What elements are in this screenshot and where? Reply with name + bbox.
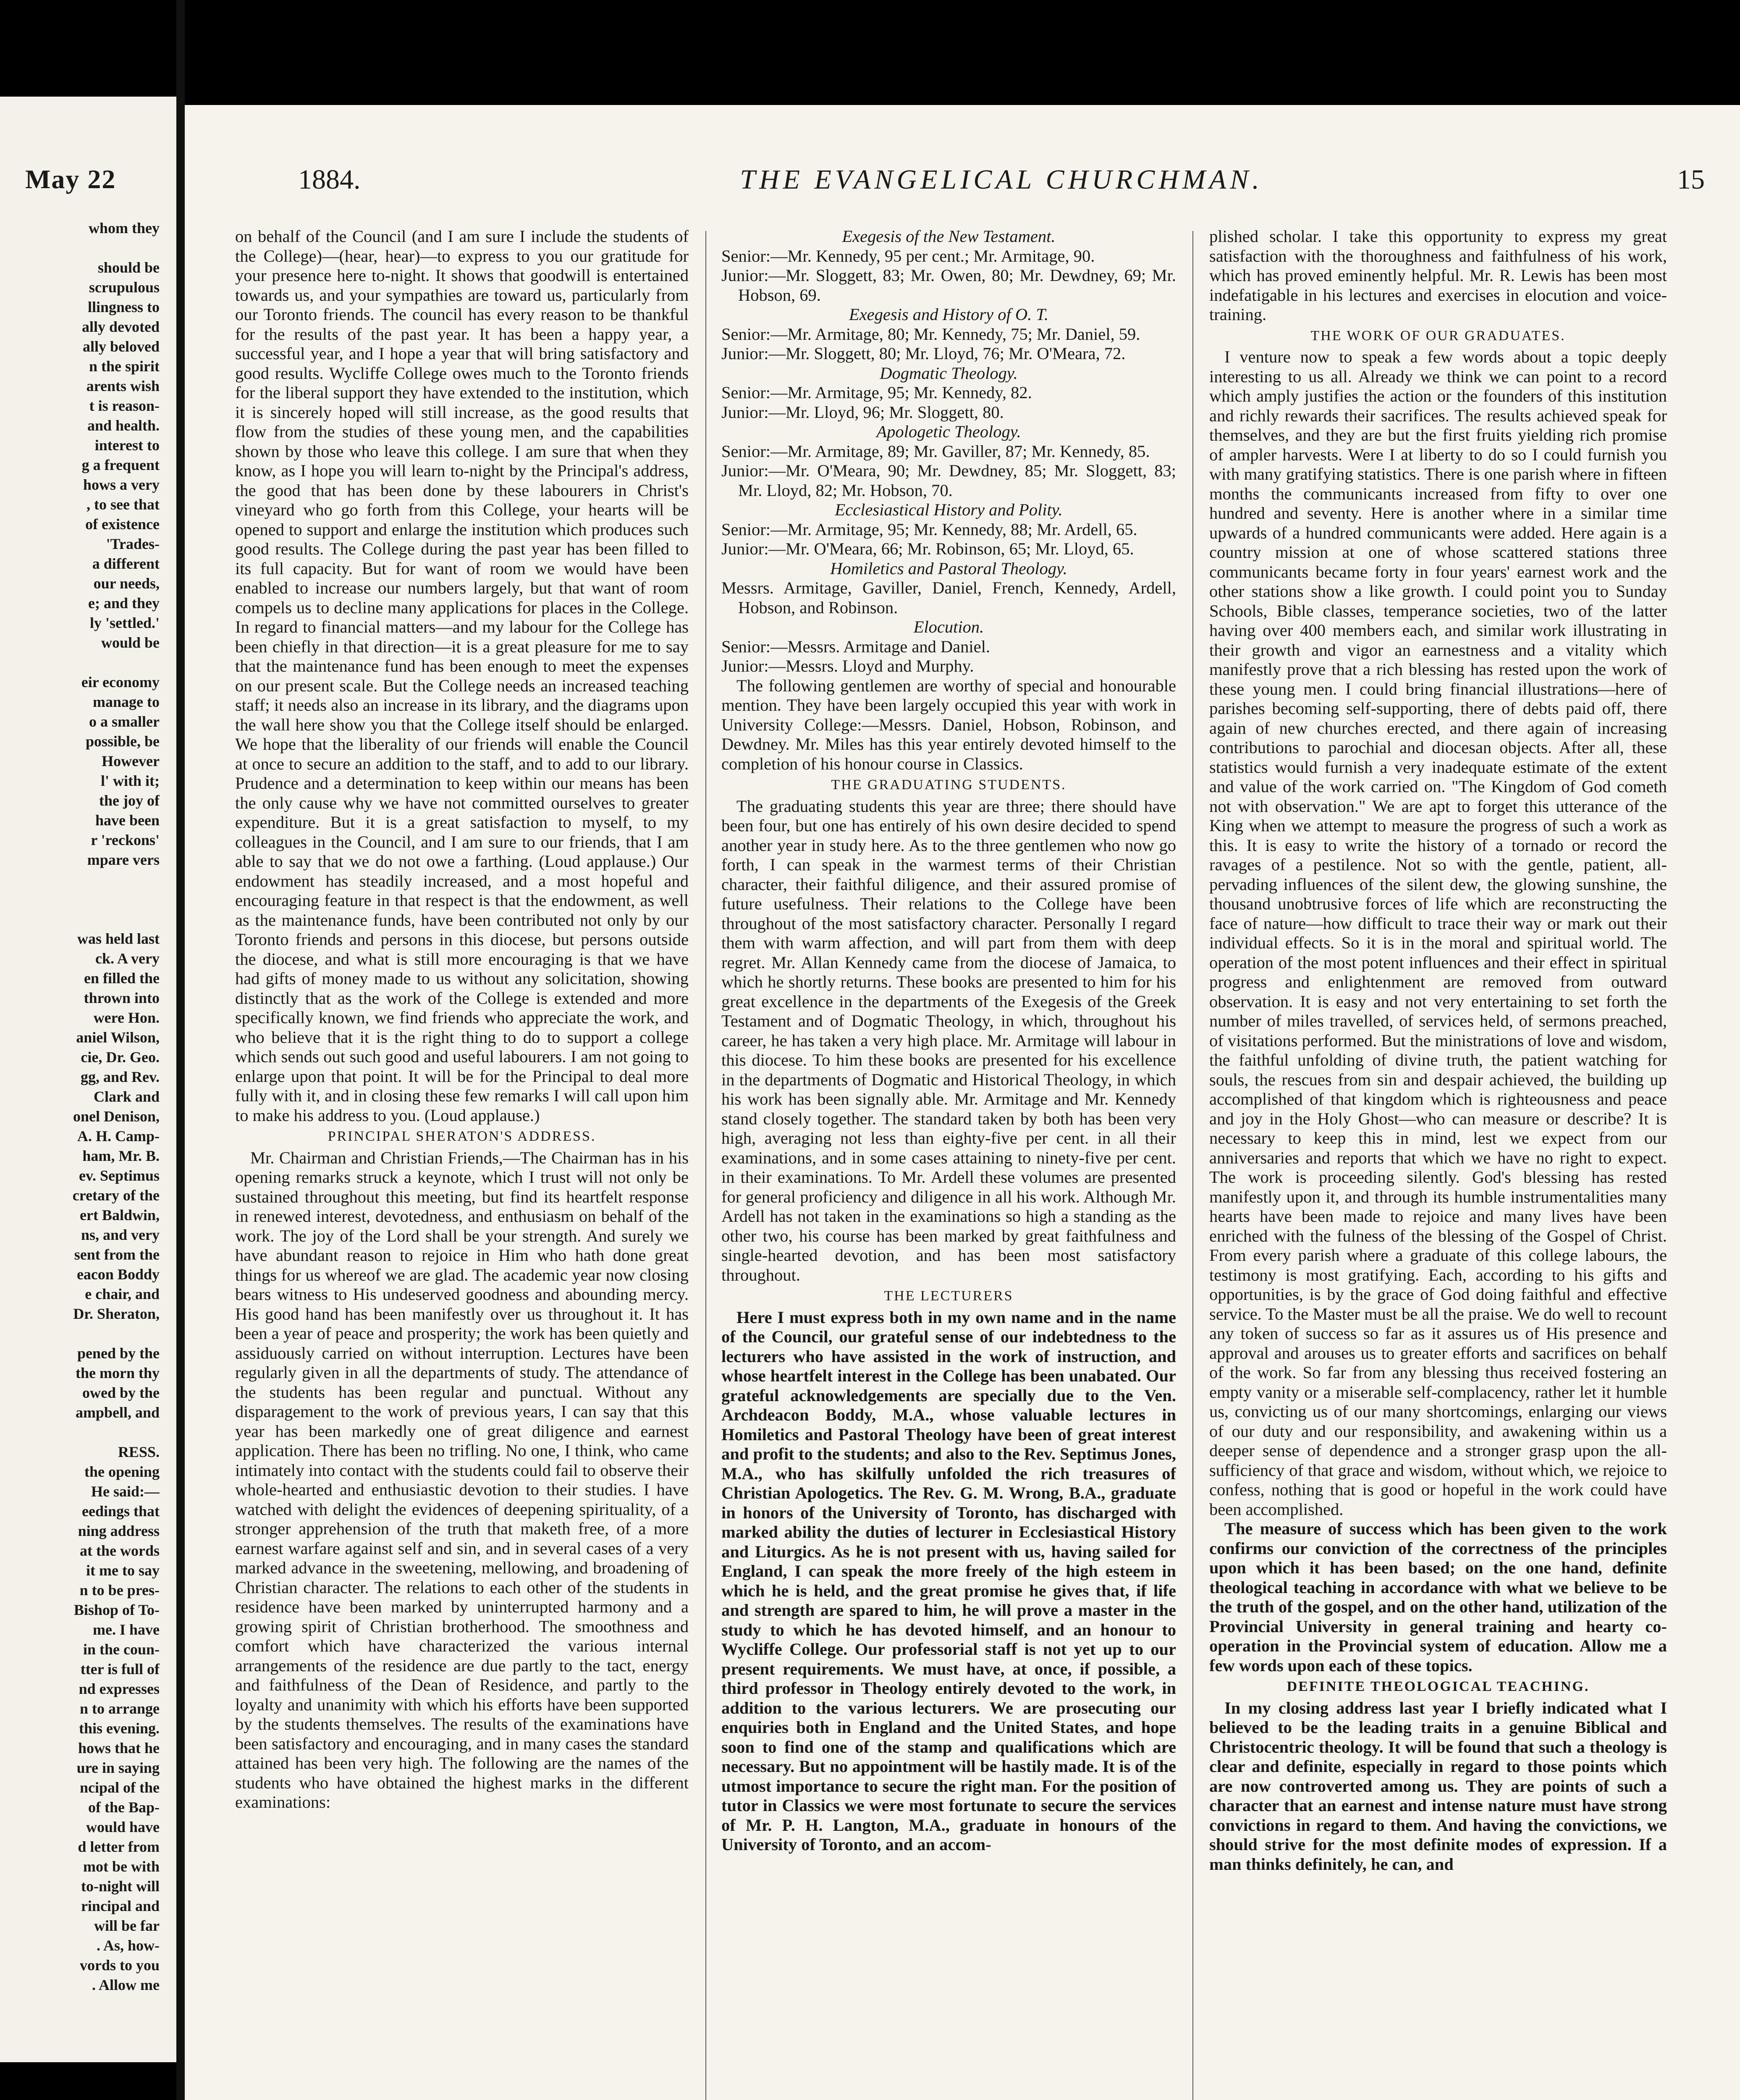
paragraph: plished scholar. I take this opportunity to express my great satisfaction with the thoroughness and faithfulness of his work, which has proved eminently helpful. Mr. R. Lewis has been most indefatigable in his lectures and exercises in elocution and voice-training. bbox=[1209, 227, 1667, 324]
facing-page-line: would be bbox=[101, 634, 160, 651]
exam-result: Senior:—Mr. Kennedy, 95 per cent.; Mr. Armitage, 90. bbox=[721, 246, 1095, 265]
facing-page-text bbox=[0, 218, 160, 1995]
facing-page-line: tter is full of bbox=[80, 1661, 160, 1677]
column-rule bbox=[705, 231, 706, 2100]
exam-result: Messrs. Armitage, Gaviller, Daniel, French, Kennedy, Ardell, Hobson, and Robinson. bbox=[721, 578, 1176, 617]
facing-page-line: arents wish bbox=[86, 378, 160, 394]
facing-page-line: and health. bbox=[87, 417, 160, 434]
facing-page-line: mot be with bbox=[83, 1858, 160, 1875]
facing-page-line: ns, and very bbox=[81, 1226, 160, 1243]
exam-subject: Homiletics and Pastoral Theology. bbox=[830, 559, 1067, 578]
facing-page-header: May 22 bbox=[25, 164, 116, 194]
facing-page-line: eacon Boddy bbox=[76, 1266, 160, 1283]
facing-page-line: the opening bbox=[84, 1463, 160, 1480]
facing-page-line: ure in saying bbox=[76, 1759, 160, 1776]
facing-page-line: vords to you bbox=[79, 1957, 160, 1974]
running-head bbox=[298, 164, 1705, 202]
facing-page-line: manage to bbox=[93, 693, 160, 710]
binding-gutter bbox=[176, 0, 185, 2100]
facing-page-line: of existence bbox=[85, 516, 160, 533]
section-heading: PRINCIPAL SHERATON'S ADDRESS. bbox=[328, 1129, 596, 1144]
facing-page-line: interest to bbox=[94, 437, 160, 454]
facing-page-line: were Hon. bbox=[93, 1009, 160, 1026]
facing-page-line: ally devoted bbox=[82, 318, 160, 335]
facing-page-line: d letter from bbox=[78, 1838, 160, 1855]
facing-page-line: hows that he bbox=[78, 1740, 160, 1756]
exam-result: Junior:—Mr. Sloggett, 83; Mr. Owen, 80; Mr. Dewdney, 69; Mr. Hobson, 69. bbox=[721, 266, 1176, 304]
facing-page-line: scrupulous bbox=[89, 279, 160, 296]
paragraph: I venture now to speak a few words about a topic deeply interesting to us all. Already we think we can point to a record which amply justifies the action or the founders of this institution and richly rewards their sacrifices. The results achieved speak for themselves, and they are but the first fruits yielding rich promise of ampler harvests. Were I at liberty to do so I could furnish you with many gratifying statistics. There is one parish where in fifteen months the communicants increased from fifty to over one hundred and seventy. Here is another where in a similar time upwards of a hundred communicants were added. Here again is a country mission at one of whose scattered stations three communicants became forty in four years' earnest work and the other stations show a like growth. I could point you to Sunday Schools, Bible classes, temperance societies, two of the latter having over 400 members each, and similar work illustrating in their growth and vigor an earnestness and a vitality which manifestly prove that a rich blessing has rested upon the work of these young men. I could bring financial illustrations—here of parishes becoming self-supporting, there of debts paid off, there again of new churches erected, and there again of increasing contributions to parochial and diocesan objects. After all, these statistics would furnish a very inadequate estimate of the extent and value of the work carried on. "The Kingdom of God cometh not with observation." We are apt to forget this utterance of the King when we attempt to measure the progress of such a work as this. It is easy to write the history of a tornado or record the ravages of a pestilence. Not so with the gentle, patient, all-pervading influences of the silent dew, the glowing sunshine, the thousand unobtrusive forces of life which are reconstructing the face of nature—how difficult to trace their way or mark out their individual effects. So it is in the moral and spiritual world. The operation of the most potent influences and their effect in spiritual progress and enlightenment are removed from outward observation. It is easy and not very entertaining to set forth the number of miles travelled, of services held, of sermons preached, of visitations performed. But the ministrations of love and wisdom, the faithful unfolding of divine truth, the patient watching for souls, the rescues from sin and despair achieved, the building up accomplished of that kingdom which is righteousness and peace and joy in the Holy Ghost—who can measure or describe? It is necessary to keep this in mind, lest we expect from our anniversaries and reports that which we have no right to expect. The work is proceeding silently. God's blessing has rested manifestly upon it, and through its humble instrumentalities many hearts have been made to rejoice and many lives have been enriched with the fulness of the blessing of the Gospel of Christ. From every parish where a graduate of this college labours, the testimony is most gratifying. Each, according to his gifts and opportunities, is by the grace of God doing faithful and effective service. To the Master must be all the praise. We do well to recount any token of success so far as it assures us of His presence and approval and arouses us to greater efforts and sacrifices on behalf of the work. So far from any blessing thus received fostering an empty vanity or a miserable self-complacency, rather let it humble us, convicting us of our many shortcomings, enlarging our views of our duty and our responsibility, and awakening within us a deeper sense of dependence and a stronger grasp upon the all-sufficiency of that grace and wisdom, without which, we rejoice to confess, nothing that is good or hopeful in the work could have been accomplished. bbox=[1209, 347, 1667, 1519]
facing-page-line: mpare vers bbox=[87, 851, 160, 868]
facing-page-line: pened by the bbox=[77, 1345, 160, 1362]
exam-results bbox=[721, 227, 1176, 676]
facing-page-line: en filled the bbox=[84, 970, 160, 987]
section-heading: THE WORK OF OUR GRADUATES. bbox=[1310, 328, 1566, 344]
facing-page-line: llingness to bbox=[87, 299, 160, 315]
facing-page-line: ck. A very bbox=[95, 950, 160, 967]
facing-page-line: , to see that bbox=[86, 496, 160, 513]
exam-result: Junior:—Messrs. Lloyd and Murphy. bbox=[721, 656, 974, 675]
facing-page-line: ly 'settled.' bbox=[90, 614, 160, 631]
column-3 bbox=[1209, 227, 1667, 2100]
facing-page-line: the morn thy bbox=[76, 1365, 160, 1381]
facing-page-line: a different bbox=[92, 555, 160, 572]
facing-page-line: hows a very bbox=[83, 476, 160, 493]
facing-page-line bbox=[0, 238, 160, 258]
facing-page-line: eir economy bbox=[81, 674, 160, 690]
facing-page-line bbox=[0, 1423, 160, 1442]
exam-subject: Exegesis of the New Testament. bbox=[842, 227, 1056, 246]
paragraph: on behalf of the Council (and I am sure I include the students of the College)—(hear, hear)—to express to you our gratitude for your presence here to-night. It shows that goodwill is entertained towards us, and your sympathies are toward us, particularly from our Toronto friends. The council has every reason to be thankful for the results of the past year. It has been a happy year, a successful year, and I hope a year that will bring satisfactory and good results. Wycliffe College owes much to the Toronto friends for the liberal support they have extended to the institution, which it is sincerely hoped will still increase, as the good results that flow from the studies of these young men, and the capabilities shown by those who leave this college. I am sure that when they know, as I hope you will learn to-night by the Principal's address, the good that has been done by these labourers in Christ's vineyard who go forth from this College, your hearts will be opened to support and enlarge the institution which produces such good results. The College during the past year has been filled to its full capacity. But for want of room we would have been enabled to increase our numbers largely, but that want of room compels us to decline many applications for places in the College. In regard to financial matters—and my labour for the College has been chiefly in that direction—it is a great pleasure for me to say that the maintenance fund has been enough to meet the expenses on our present scale. But the College needs an increased teaching staff; it needs also an increase in its library, and the diagrams upon the wall here show you that the College itself should be enlarged. We hope that the liberality of our friends will enable the Council at once to secure an addition to the staff, and to add to our library. Prudence and a determination to keep within our means has been the only cause why we have not committed ourselves to greater expenditure. But it is a great satisfaction to myself, to my colleagues in the Council, and I am sure to our friends, that I am able to say that we do not owe a farthing. (Loud applause.) Our endowment has steadily increased, and a most hopeful and encouraging feature in that respect is that the endowment, as well as the maintenance funds, have been contributed not only by our Toronto friends and persons in this diocese, but persons outside the diocese, and what is still more encouraging is that we have had gifts of money made to us without any solicitation, showing distinctly that as the work of the College is extended and more specifically known, we find friends who appreciate the work, and who believe that it is the right thing to do to support a college which sends out such good and useful labourers. I am not going to enlarge upon that point. It will be for the Principal to deal more fully with it, and in closing these few remarks I will call upon him to make his address to you. (Loud applause.) bbox=[235, 227, 689, 1125]
exam-result: Senior:—Mr. Armitage, 95; Mr. Kennedy, 88; Mr. Ardell, 65. bbox=[721, 520, 1137, 539]
facing-page-line: l' with it; bbox=[101, 772, 160, 789]
facing-page-line: ev. Septimus bbox=[79, 1167, 160, 1184]
facing-page-line: r 'reckons' bbox=[91, 832, 160, 848]
facing-page-line: aniel Wilson, bbox=[76, 1029, 160, 1046]
exam-subject: Apologetic Theology. bbox=[876, 422, 1021, 441]
exam-result: Junior:—Mr. O'Meara, 66; Mr. Robinson, 65; Mr. Lloyd, 65. bbox=[721, 539, 1134, 558]
facing-page-line: was held last bbox=[77, 930, 160, 947]
facing-page-line: whom they bbox=[89, 220, 160, 236]
publication-title: THE EVANGELICAL CHURCHMAN. bbox=[740, 164, 1263, 195]
exam-result: Junior:—Mr. Sloggett, 80; Mr. Lloyd, 76; Mr. O'Meara, 72. bbox=[721, 344, 1126, 363]
exam-result: Senior:—Mr. Armitage, 89; Mr. Gaviller, 87; Mr. Kennedy, 85. bbox=[721, 441, 1150, 461]
facing-page-line: thrown into bbox=[84, 990, 160, 1006]
column-2 bbox=[721, 227, 1176, 2100]
newspaper-page bbox=[185, 105, 1740, 2100]
paragraph: Here I must express both in my own name and in the name of the Council, our grateful sense of our indebtedness to the lecturers who have assisted in the work of instruction, and whose heartfelt interest in the College has been unabated. Our grateful acknowledgements are specially due to the Ven. Archdeacon Boddy, M.A., whose valuable lectures in Homiletics and Pastoral Theology have been of great interest and profit to the students; and also to the Rev. Septimus Jones, M.A., who has skilfully unfolded the rich treasures of Christian Apologetics. The Rev. G. M. Wrong, B.A., graduate in honors of the University of Toronto, has discharged with marked ability the duties of lecturer in Ecclesiastical History and Liturgics. As he is not present with us, having sailed for England, I can speak the more freely of the high esteem in which he is held, and the great promise he gives that, if life and strength are spared to him, he will prove a master in the study to which he has devoted himself, and an honour to Wycliffe College. Our professorial staff is not yet up to our present requirements. We must have, at once, if possible, a third professor in Theology entirely devoted to the work, in addition to the various lecturers. We are prosecuting our enquiries both in England and the United States, and hope soon to find one of the stamp and qualifications which are necessary. But no appointment will be hastily made. It is of the utmost importance to secure the right man. For the position of tutor in Classics we were most fortunate to secure the services of Mr. P. H. Langton, M.A., graduate in honours of the University of Toronto, and an accom- bbox=[721, 1307, 1176, 1854]
header-year: 1884. bbox=[298, 164, 361, 195]
facing-page-line bbox=[0, 909, 160, 929]
column-1 bbox=[235, 227, 689, 2100]
facing-page-line: eedings that bbox=[81, 1503, 160, 1520]
facing-page-line bbox=[0, 870, 160, 890]
facing-page-line: owed by the bbox=[82, 1384, 160, 1401]
facing-page-line: sent from the bbox=[74, 1246, 160, 1263]
facing-page-line: cie, Dr. Geo. bbox=[81, 1049, 160, 1066]
facing-page-line: However bbox=[102, 753, 160, 769]
facing-page-line: would have bbox=[86, 1819, 160, 1835]
facing-page-line: 'Trades- bbox=[106, 536, 160, 552]
facing-page-line: will be far bbox=[94, 1917, 160, 1934]
exam-subject: Ecclesiastical History and Polity. bbox=[835, 500, 1063, 519]
facing-page-line: gg, and Rev. bbox=[80, 1068, 160, 1085]
facing-page-line: Clark and bbox=[93, 1088, 160, 1105]
facing-page-line: at the words bbox=[80, 1542, 160, 1559]
facing-page-line: of the Bap- bbox=[88, 1799, 160, 1816]
facing-page-line: t is reason- bbox=[89, 397, 160, 414]
facing-page-line bbox=[0, 653, 160, 672]
facing-page-line: possible, be bbox=[85, 733, 160, 750]
facing-page-line: . Allow me bbox=[92, 1977, 160, 1993]
paragraph: Mr. Chairman and Christian Friends,—The Chairman has in his opening remarks struck a keynote, which I trust will not only be sustained throughout this meeting, but find its heartfelt response in renewed interest, devotedness, and enthusiasm on behalf of the work. The joy of the Lord shall be your strength. And surely we have abundant reason to rejoice in Him who hath done great things for us whereof we are glad. The academic year now closing bears witness to His undeserved goodness and abounding mercy. His good hand has been manifestly over us throughout it. It has been a year of peace and prosperity; the work has been quietly and assiduously carried on without interruption. Lectures have been regularly given in all the departments of study. The attendance of the students has been regular and punctual. Without any disparagement to the work of previous years, I can say that this year has been markedly one of great diligence and earnest application. There has been no trifling. No one, I think, who came intimately into contact with the students could fail to observe their whole-hearted and enthusiastic devotion to their studies. I have watched with delight the evidences of deepening spirituality, of a stronger apprehension of the truth that maketh free, of a more earnest warfare against self and sin, and in several cases of a very marked advance in the sweetening, mellowing, and broadening of Christian character. The relations to each other of the students in residence have been marked by uninterrupted harmony and a growing spirit of Christian brotherhood. The smoothness and comfort which have characterized the various internal arrangements of the residence are due partly to the tact, energy and faithfulness of the Dean of Residence, and partly to the loyalty and unanimity with which his efforts have been supported by the students themselves. The results of the examinations have been satisfactory and encouraging, and in many cases the standard attained has been very high. The following are the names of the students who have obtained the highest marks in the different examinations: bbox=[235, 1148, 689, 1811]
facing-page-line: e; and they bbox=[88, 595, 160, 612]
exam-subject: Exegesis and History of O. T. bbox=[849, 305, 1049, 324]
facing-page-line: nd expresses bbox=[79, 1680, 160, 1697]
facing-page-line: ham, Mr. B. bbox=[82, 1147, 160, 1164]
facing-page-line: this evening. bbox=[79, 1720, 160, 1737]
facing-page-line: have been bbox=[95, 812, 160, 829]
facing-page-line: in the coun- bbox=[83, 1641, 160, 1658]
facing-page-line: ampbell, and bbox=[75, 1404, 160, 1421]
facing-page-line: He said:— bbox=[91, 1483, 160, 1500]
exam-result: Senior:—Mr. Armitage, 95; Mr. Kennedy, 82. bbox=[721, 383, 1032, 402]
facing-page-line: o a smaller bbox=[89, 713, 160, 730]
section-heading: DEFINITE THEOLOGICAL TEACHING. bbox=[1287, 1679, 1590, 1694]
facing-page-line: g a frequent bbox=[81, 457, 160, 473]
section-heading: THE GRADUATING STUDENTS. bbox=[831, 777, 1067, 793]
column-rule bbox=[1192, 231, 1193, 2100]
exam-subject: Elocution. bbox=[913, 617, 984, 636]
facing-page-line: ning address bbox=[78, 1522, 160, 1539]
exam-result: Junior:—Mr. O'Meara, 90; Mr. Dewdney, 85; Mr. Sloggett, 83; Mr. Lloyd, 82; Mr. Hobson, 70. bbox=[721, 461, 1176, 500]
exam-subject: Dogmatic Theology. bbox=[880, 363, 1018, 383]
facing-page-line: Dr. Sheraton, bbox=[73, 1305, 160, 1322]
facing-page-line: should be bbox=[97, 259, 160, 276]
facing-page-line: n the spirit bbox=[89, 358, 160, 375]
facing-page-line: cretary of the bbox=[72, 1187, 160, 1204]
facing-page-line: n to arrange bbox=[80, 1700, 160, 1717]
facing-page-line: RESS. bbox=[118, 1444, 160, 1460]
facing-page-line bbox=[0, 1324, 160, 1344]
paragraph: In my closing address last year I briefly indicated what I believed to be the leading traits in a genuine Biblical and Christocentric theology. It will be found that such a theology is clear and definite, especially in regard to those points which are now controverted among us. They are points of such a character that an earnest and intense nature must have strong convictions in regard to them. And having the convictions, we should strive for the most definite modes of expression. If a man thinks definitely, he can, and bbox=[1209, 1698, 1667, 1874]
facing-page-line: the joy of bbox=[99, 792, 160, 809]
facing-page-line bbox=[0, 890, 160, 909]
exam-result: Senior:—Messrs. Armitage and Daniel. bbox=[721, 637, 991, 656]
facing-page-line: rincipal and bbox=[81, 1898, 160, 1914]
facing-page-line: . As, how- bbox=[96, 1937, 160, 1954]
facing-page-line: me. I have bbox=[93, 1621, 160, 1638]
facing-page-line: our needs, bbox=[93, 575, 160, 592]
facing-page-line: onel Denison, bbox=[73, 1108, 160, 1125]
facing-page-line: it me to say bbox=[86, 1562, 160, 1579]
page-number: 15 bbox=[1677, 164, 1705, 195]
facing-page-line: Bishop of To- bbox=[73, 1601, 160, 1618]
facing-page-line: ally beloved bbox=[82, 338, 160, 355]
paragraph: The graduating students this year are three; there should have been four, but one has entirely of his own desire decided to spend another year in study here. As to the three gentlemen who now go forth, I can speak in the warmest terms of their Christian character, their faithful diligence, and their assured promise of future usefulness. Their relations to the College have been throughout of the most satisfactory character. Personally I regard them with warm affection, and will part from them with deep regret. Mr. Allan Kennedy came from the diocese of Jamaica, to which he shortly returns. These books are presented to him for his great excellence in the departments of the Exegesis of the Greek Testament and of Dogmatic Theology, in which, throughout his career, he has taken a very high place. Mr. Armitage will labour in this diocese. To him these books are presented for his excellence in the departments of Dogmatic and Historical Theology, in which his work has been signally able. Mr. Armitage and Mr. Kennedy stand closely together. The standard taken by both has been very high, averaging not less than eighty-five per cent. in all their examinations, and in some cases attaining to ninety-five per cent. in their examinations. To Mr. Ardell these volumes are presented for general proficiency and diligence in all his work. Although Mr. Ardell has not taken in the examinations so high a standing as the other two, his course has been marked by great faithfulness and single-hearted devotion, and has been most satisfactory throughout. bbox=[721, 796, 1176, 1284]
paragraph: The measure of success which has been given to the work confirms our conviction of the correctness of the principles upon which it has been based; on the one hand, definite theological teaching in accordance with what we believe to be the truth of the gospel, and on the other hand, utilization of the Provincial University in general training and hearty co-operation in the Provincial system of education. Allow me a few words upon each of these topics. bbox=[1209, 1519, 1667, 1675]
paragraph: The following gentlemen are worthy of special and honourable mention. They have been largely occupied this year with work in University College:—Messrs. Daniel, Hobson, Robinson, and Dewdney. Mr. Miles has this year entirely devoted himself to the completion of his honour course in Classics. bbox=[721, 676, 1176, 773]
facing-page-line: e chair, and bbox=[85, 1286, 160, 1302]
facing-page-line: to-night will bbox=[81, 1878, 160, 1895]
facing-page-line: n to be pres- bbox=[79, 1582, 160, 1599]
section-heading: THE LECTURERS bbox=[884, 1288, 1014, 1304]
facing-page-line: ert Baldwin, bbox=[79, 1207, 160, 1223]
facing-page-fragment bbox=[0, 97, 176, 2062]
exam-result: Junior:—Mr. Lloyd, 96; Mr. Sloggett, 80. bbox=[721, 402, 1004, 422]
facing-page-line: ncipal of the bbox=[79, 1779, 160, 1796]
facing-page-line: A. H. Camp- bbox=[77, 1128, 160, 1144]
exam-result: Senior:—Mr. Armitage, 80; Mr. Kennedy, 75; Mr. Daniel, 59. bbox=[721, 324, 1140, 344]
